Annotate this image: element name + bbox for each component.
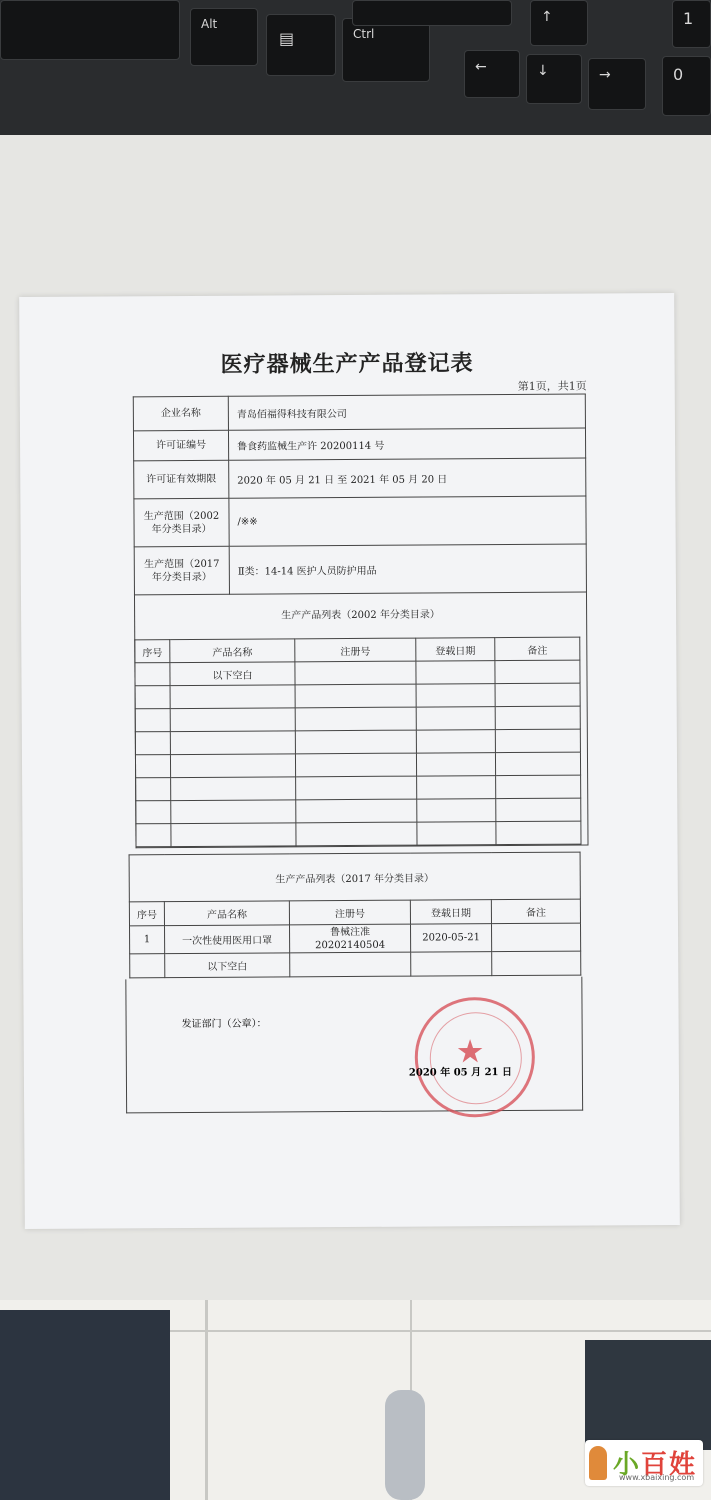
cell	[135, 755, 170, 778]
cell	[416, 730, 495, 753]
cell	[171, 823, 296, 847]
chair-leg	[385, 1390, 425, 1500]
table-row	[135, 729, 580, 755]
table-row	[136, 798, 581, 824]
col-header: 产品名称	[170, 639, 295, 663]
cell	[171, 777, 296, 801]
section-row-2017	[129, 852, 580, 902]
cell: 一次性使用医用口罩	[165, 925, 290, 954]
info-label: 许可证编号	[133, 430, 228, 461]
cell	[296, 776, 417, 800]
key-alt: Alt	[190, 8, 258, 66]
cell	[135, 732, 170, 755]
cell	[295, 730, 416, 754]
cell	[170, 685, 295, 709]
cell	[130, 954, 165, 978]
info-value: 青岛佰福得科技有限公司	[228, 394, 585, 430]
cell	[170, 754, 295, 778]
arrow-down-icon: ↓	[526, 54, 582, 104]
cell	[136, 778, 171, 801]
key-ctrl: Ctrl	[342, 18, 430, 82]
key-blank-left	[0, 0, 180, 60]
key-one: 1	[672, 0, 711, 48]
table-row	[136, 775, 581, 801]
key-zero: 0	[662, 56, 711, 116]
cell	[495, 752, 580, 776]
section-row-2002	[134, 592, 588, 848]
menu-key-icon: ▤	[266, 14, 336, 76]
cell: 鲁械注准 20202140504	[289, 924, 410, 953]
info-row	[133, 394, 585, 431]
col-header: 登载日期	[410, 900, 491, 924]
col-header: 登载日期	[416, 638, 495, 661]
cell: 1	[130, 926, 165, 954]
table-row	[130, 951, 581, 978]
cell	[495, 660, 580, 684]
product-table-2017	[129, 852, 582, 979]
watermark-char: 姓	[669, 1450, 696, 1480]
issue-date: 2020 年 05 月 21 日	[408, 1067, 513, 1079]
cell	[495, 729, 580, 753]
key-space	[352, 0, 512, 26]
col-header: 注册号	[289, 900, 410, 925]
info-label: 生产范围（2002年分类目录）	[134, 498, 229, 547]
page-indicator: 第1页，共1页	[517, 379, 587, 393]
info-value: /※※	[229, 496, 586, 546]
cell	[416, 707, 495, 730]
table-row	[135, 683, 580, 709]
cell	[295, 661, 416, 685]
cell	[296, 799, 417, 823]
cell	[295, 753, 416, 777]
info-label: 企业名称	[133, 396, 228, 431]
cell	[416, 753, 495, 776]
cell	[136, 801, 171, 824]
cell	[136, 824, 171, 847]
info-row	[133, 428, 585, 461]
cell	[495, 706, 580, 730]
arrow-left-icon: ←	[464, 50, 520, 98]
cell	[171, 800, 296, 824]
section-title-2002: 生产产品列表（2002 年分类目录）	[281, 609, 440, 622]
document-title: 医疗器械生产产品登记表	[220, 350, 474, 378]
cell	[496, 775, 581, 799]
section-title-2017: 生产产品列表（2017 年分类目录）	[129, 852, 580, 902]
cell	[135, 709, 170, 732]
cell	[296, 822, 417, 846]
watermark-char: 百	[641, 1450, 668, 1480]
table-header-row	[129, 899, 580, 926]
info-label: 生产范围（2017年分类目录）	[134, 546, 229, 595]
col-header: 备注	[491, 899, 580, 924]
cell: 以下空白	[165, 953, 290, 978]
table-row	[136, 821, 581, 847]
arrow-up-icon: ↑	[530, 0, 588, 46]
watermark-char: 小	[613, 1450, 640, 1480]
cell	[491, 923, 580, 952]
cell	[170, 708, 295, 732]
issuer-label: 发证部门（公章）：	[181, 1018, 267, 1031]
cell	[416, 661, 495, 684]
watermark-url: www.xbaixing.com	[619, 1473, 695, 1482]
cell: 2020-05-21	[410, 924, 491, 952]
cell	[135, 686, 170, 709]
cell	[295, 684, 416, 708]
document-paper	[19, 293, 680, 1229]
col-header: 序号	[129, 902, 164, 926]
official-seal-icon	[414, 997, 535, 1118]
col-header: 备注	[495, 637, 580, 661]
cell: 以下空白	[170, 662, 295, 686]
cell	[496, 798, 581, 822]
info-row	[134, 544, 586, 595]
cell	[417, 776, 496, 799]
info-value: 2020 年 05 月 21 日 至 2021 年 05 月 20 日	[229, 458, 586, 498]
cell	[495, 683, 580, 707]
mascot-icon	[589, 1446, 607, 1480]
table-row	[135, 752, 580, 778]
col-header: 产品名称	[164, 901, 289, 926]
info-table	[133, 394, 589, 849]
col-header: 序号	[135, 640, 170, 663]
cell	[492, 951, 581, 976]
cell	[135, 663, 170, 686]
arrow-right-icon: →	[588, 58, 646, 110]
chair-left	[0, 1310, 170, 1500]
table-header-row	[135, 637, 580, 663]
cell	[290, 952, 411, 977]
cell	[417, 799, 496, 822]
col-header: 注册号	[295, 638, 416, 662]
table-row	[130, 923, 581, 954]
chair-right	[585, 1340, 711, 1450]
issuer-box	[125, 977, 583, 1114]
site-watermark-logo	[585, 1440, 703, 1486]
cell	[416, 684, 495, 707]
info-row	[134, 496, 586, 547]
info-value: Ⅱ类：14-14 医护人员防护用品	[229, 544, 586, 594]
cell	[417, 822, 496, 845]
cell	[411, 952, 492, 976]
cell	[170, 731, 295, 755]
info-label: 许可证有效期限	[134, 460, 229, 499]
cell	[295, 707, 416, 731]
seal-star-icon: ★	[455, 1032, 485, 1071]
info-row	[134, 458, 586, 499]
product-table-2002	[134, 637, 581, 848]
table-row	[135, 660, 580, 686]
info-value: 鲁食药监械生产许 20200114 号	[228, 428, 585, 460]
cell	[496, 821, 581, 845]
table-row	[135, 706, 580, 732]
